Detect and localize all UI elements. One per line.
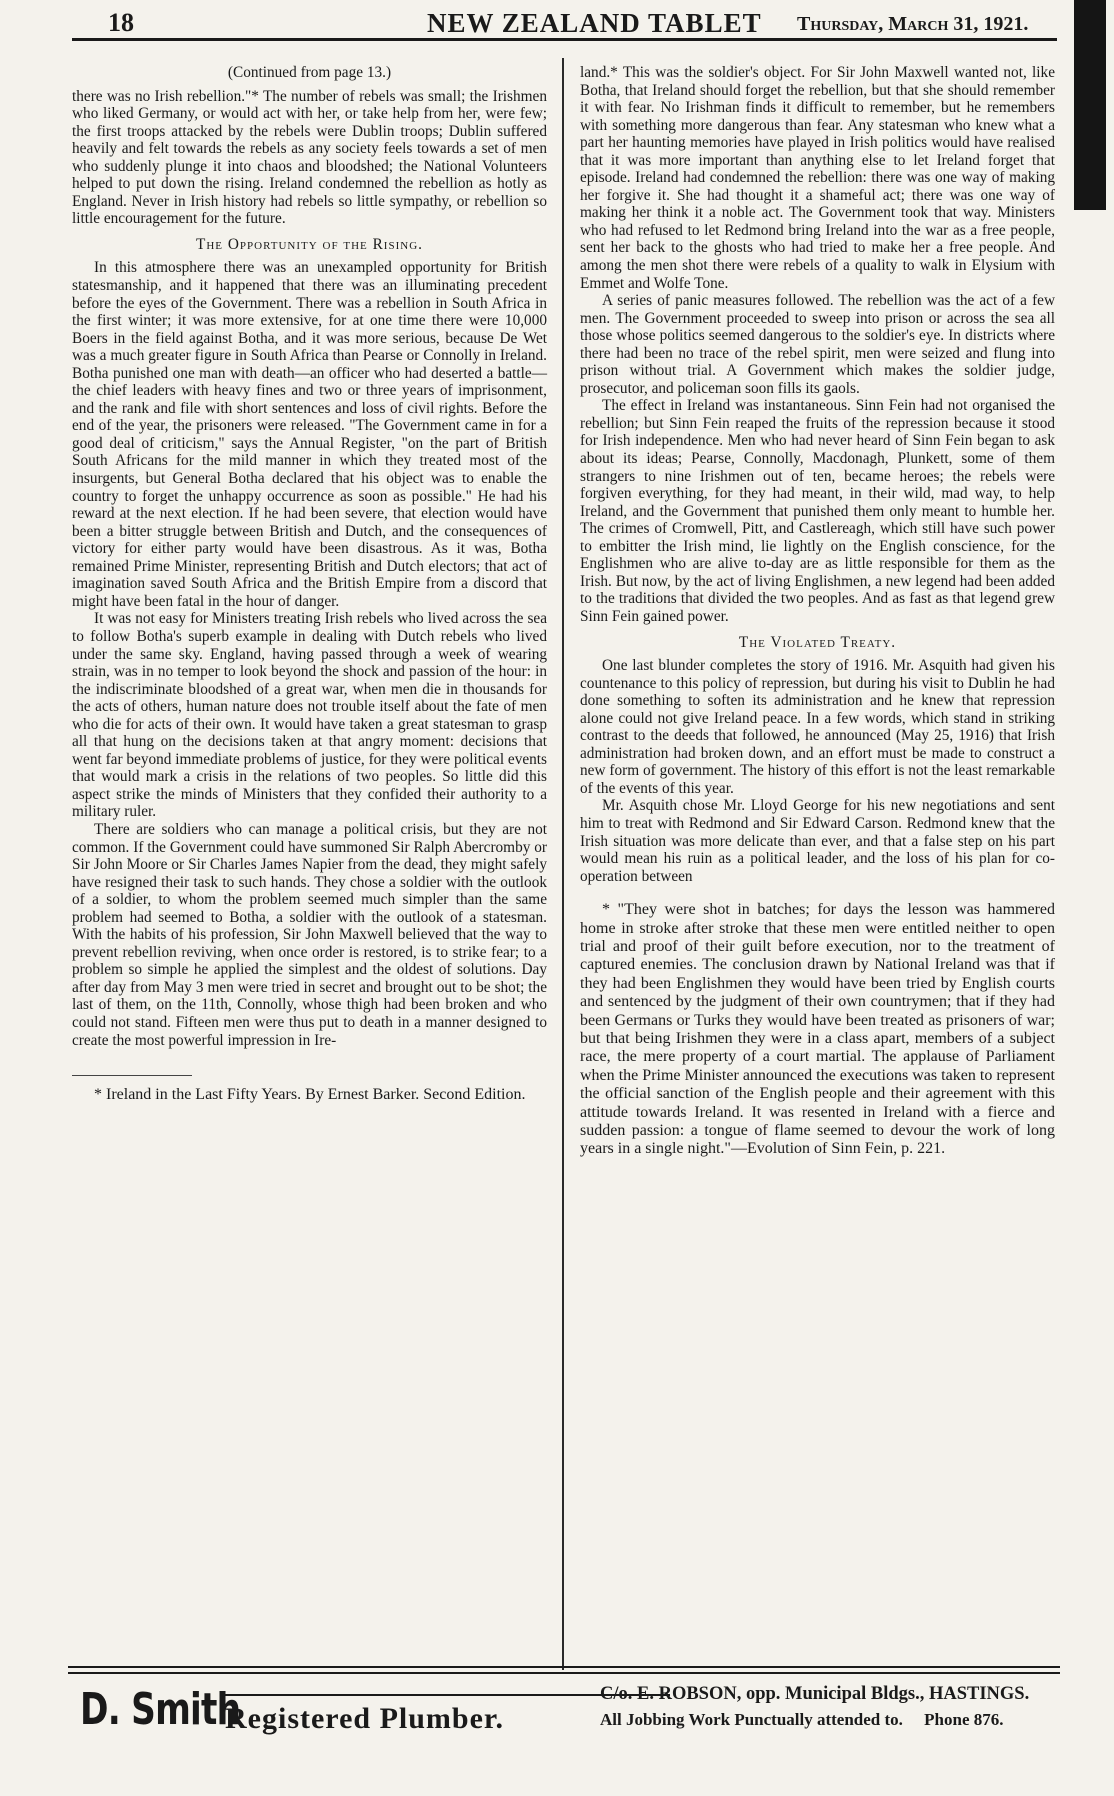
page-number: 18 [108, 8, 134, 37]
left-column [72, 64, 547, 1105]
left-paragraph-1: there was no Irish rebellion."* The number of rebels was small; the Irishmen who liked Germany, or would act with her, or take help from her, were few; the first troops attacked by the rebels were Dublin troops; Dublin suffered heavily and felt towards the rebels as any society feels towards a set of men who suddenly plunge it into chaos and bloodshed; the National Volunteers helped to put down the rising. Ireland condemned the rebellion as hotly as England. Never in Irish history had rebels so little sympathy, or rebellion so little encouragement for the future. [72, 87, 547, 228]
footnote-separator [72, 1075, 192, 1076]
issue-date: Thursday, March 31, 1921. [797, 13, 1029, 35]
ad-note-line [600, 1710, 1004, 1730]
section-heading-opportunity: The Opportunity of the Rising. [196, 235, 423, 253]
newspaper-title: NEW ZEALAND TABLET [427, 8, 762, 38]
right-paragraph-3: The effect in Ireland was instantaneous. Sinn Fein had not organised the rebellion; but Sinn Fein reaped the fruits of the repression because it stood for Irish independence. Men who had never heard of Sinn Fein began to ask about its ideas; Pearse, Connolly, Macdonagh, Plunkett, some of them strangers to nine Irishmen out of ten, became heroes; the rebels were forgiven everything, for they had meant, in their wild, mad way, to help Ireland, and the Government that punished them only meant to humble her. The crimes of Cromwell, Pitt, and Castlereagh, which still have such power to embitter the Irish mind, lie lightly on the English conscience, for the Englishmen who are alive to-day are as little responsible for them as the Irish. But now, by the act of living Englishmen, a new legend had been added to the traditions that divided the two peoples. And as fast as that legend grew Sinn Fein gained power. [580, 397, 1055, 625]
plumber-advertisement [80, 1684, 1060, 1774]
left-paragraph-4: There are soldiers who can manage a political crisis, but they are not common. If the Government could have summoned Sir Ralph Abercromby or Sir John Moore or Sir Charles James Napier from the dead, they might safely have resigned their task to such hands. They chose a soldier with the outlook of a soldier, to whom the problem seemed much simpler than the same problem had seemed to Botha, a soldier with the outlook of a statesman. With the habits of his profession, Sir John Maxwell believed that the way to prevent rebellion reviving, when once order is restored, is to strike fear; to a problem so simple he applied the simplest and the oldest of solutions. Day after day from May 3 men were tried in secret and brought out to be shot; the last of them, on the 11th, Connolly, whose thigh had been broken and who could not stand. Fifteen men were thus put to death in a manner designed to create the most powerful impression in Ire- [72, 820, 547, 1049]
right-paragraph-1: land.* This was the soldier's object. For Sir John Maxwell wanted not, like Botha, that Ireland should forget the rebellion, but that she should remember it with fear. No Irishman finds it difficult to remember, but he remembers with something more dangerous than fear. Any statesman who knew what a part her haunting memories have played in Irish politics would have realised that it was more important than anything else to let Ireland forget that episode. Ireland had condemned the rebellion: there was one way of making her forgive it. She had thought it a shameful act; there was one way of making her think it a noble act. The Government took that way. Ministers who had refused to let Redmond bring Ireland into the war as a free people, sent her back to the ghosts who had tried to make her a free people. And among the men shot there were rebels of a quality to walk in Elysium with Emmet and Wolfe Tone. [580, 64, 1055, 292]
section-heading-treaty: The Violated Treaty. [738, 633, 897, 651]
bottom-rule-bottom [68, 1672, 1060, 1674]
right-paragraph-2: A series of panic measures followed. The rebellion was the act of a few men. The Government proceeded to sweep into prison or across the sea all those whose politics seemed dangerous to the soldier's eye. In districts where there had been no trace of the rebel spirit, men were seized and flung into prison without trial. A Government which makes the soldier judge, prosecutor, and policeman soon fills its gaols. [580, 292, 1055, 397]
masthead [72, 8, 1057, 41]
left-footnote: * Ireland in the Last Fifty Years. By Ernest Barker. Second Edition. [94, 1086, 526, 1104]
left-paragraph-2: In this atmosphere there was an unexampled opportunity for British statesmanship, and it happened that there was an illuminating precedent before the eyes of the Government. There was a rebellion in South Africa in the first winter; it was more extensive, for at one time there were 10,000 Boers in the field against Botha, and it was more serious, because De Wet was a much greater figure in South Africa than Pearse or Connolly in Ireland. Botha punished one man with death—an officer who had deserted a battle—the chief leaders with heavy fines and two or three years of imprisonment, and the rank and file with short sentences and loss of civil rights. Before the end of the year, the prisoners were released. "The Government came in for a good deal of criticism," says the Annual Register, "on the part of British South Africans for the mild manner in which they treated most of the insurgents, but General Botha declared that his object was to enable the country to forget the unhappy occurrence as soon as possible." He had his reward at the next election. If he had been severe, that election would have been a bitter struggle between British and Dutch, and the consequences of victory for either party would have been disastrous. As it was, Botha remained Prime Minister, representing British and Dutch electors; that act of imagination saved South Africa and the British Empire from a discord that might have been fatal in the hour of danger. [72, 259, 547, 610]
right-footnote: * "They were shot in batches; for days the lesson was hammered home in stroke after stroke that these men were entitled neither to open trial and proof of their guilt before execution, nor to the treatment of captured enemies. The conclusion drawn by National Ireland was that if they had been Englishmen they would have been tried by English courts and sentenced by the judgment of their own countrymen; that if they had been Germans or Turks they would have been treated as prisoners of war; but that being Irishmen they were in a class apart, members of a subject race, the mere property of a court martial. The applause of Parliament when the Prime Minister announced the executions was taken to represent the official sanction of the English people and their agreement with this attitude towards Ireland. It was resented in Ireland with a fierce and sudden passion: a tongue of flame seemed to devour the work of long years in a single night."—Evolution of Sinn Fein, p. 221. [580, 901, 1055, 1158]
left-paragraph-3: It was not easy for Ministers treating Irish rebels who lived across the sea to follow Botha's superb example in dealing with Dutch rebels who lived under the same sky. England, having passed through a week of wearing strain, was in no temper to look beyond the shock and passion of the hour: in the indiscriminate bloodshed of a great war, when men die in thousands for the acts of others, human nature does not trouble itself about the fate of men who die for acts of their own. It would have taken a great statesman to grasp all that hung on the decisions taken at that angry moment: decisions that went far beyond immediate problems of justice, for they were political events that would mark a crisis in the relations of two peoples. So little did this aspect strike the minds of Ministers that they confided their authority to a military ruler. [72, 610, 547, 821]
ad-phone: Phone 876. [924, 1710, 1004, 1729]
ad-trade: Registered Plumber. [225, 1702, 504, 1735]
continued-note: (Continued from page 13.) [227, 64, 392, 81]
ad-business-name: D. Smith [80, 1684, 241, 1735]
right-paragraph-5: Mr. Asquith chose Mr. Lloyd George for his new negotiations and sent him to treat with Redmond and Sir Edward Carson. Redmond knew that the Irish situation was more delicate than ever, and that a false step on his part would mean his ruin as a political leader, and the loss of his plan for co-operation between [580, 797, 1055, 885]
right-column [580, 64, 1055, 1159]
scan-dark-edge [1074, 0, 1106, 210]
right-footnote-block [580, 901, 1055, 1159]
right-paragraph-4: One last blunder completes the story of 1916. Mr. Asquith had given his countenance to this policy of repression, but during his visit to Dublin he had done something to soften its administration and he knew that repression alone could not give Ireland peace. In a few words, which stand in striking contrast to the deeds that followed, he announced (May 25, 1916) that Irish administration had broken down, and an effort must be made to construct a new form of government. The history of this effort is not the least remarkable of the events of this year. [580, 657, 1055, 797]
column-divider [562, 58, 564, 1670]
ad-note: All Jobbing Work Punctually attended to. [600, 1710, 903, 1729]
ad-address: C/o. E. ROBSON, opp. Municipal Bldgs., HASTINGS. [600, 1684, 1030, 1704]
bottom-rule-top [68, 1666, 1060, 1668]
